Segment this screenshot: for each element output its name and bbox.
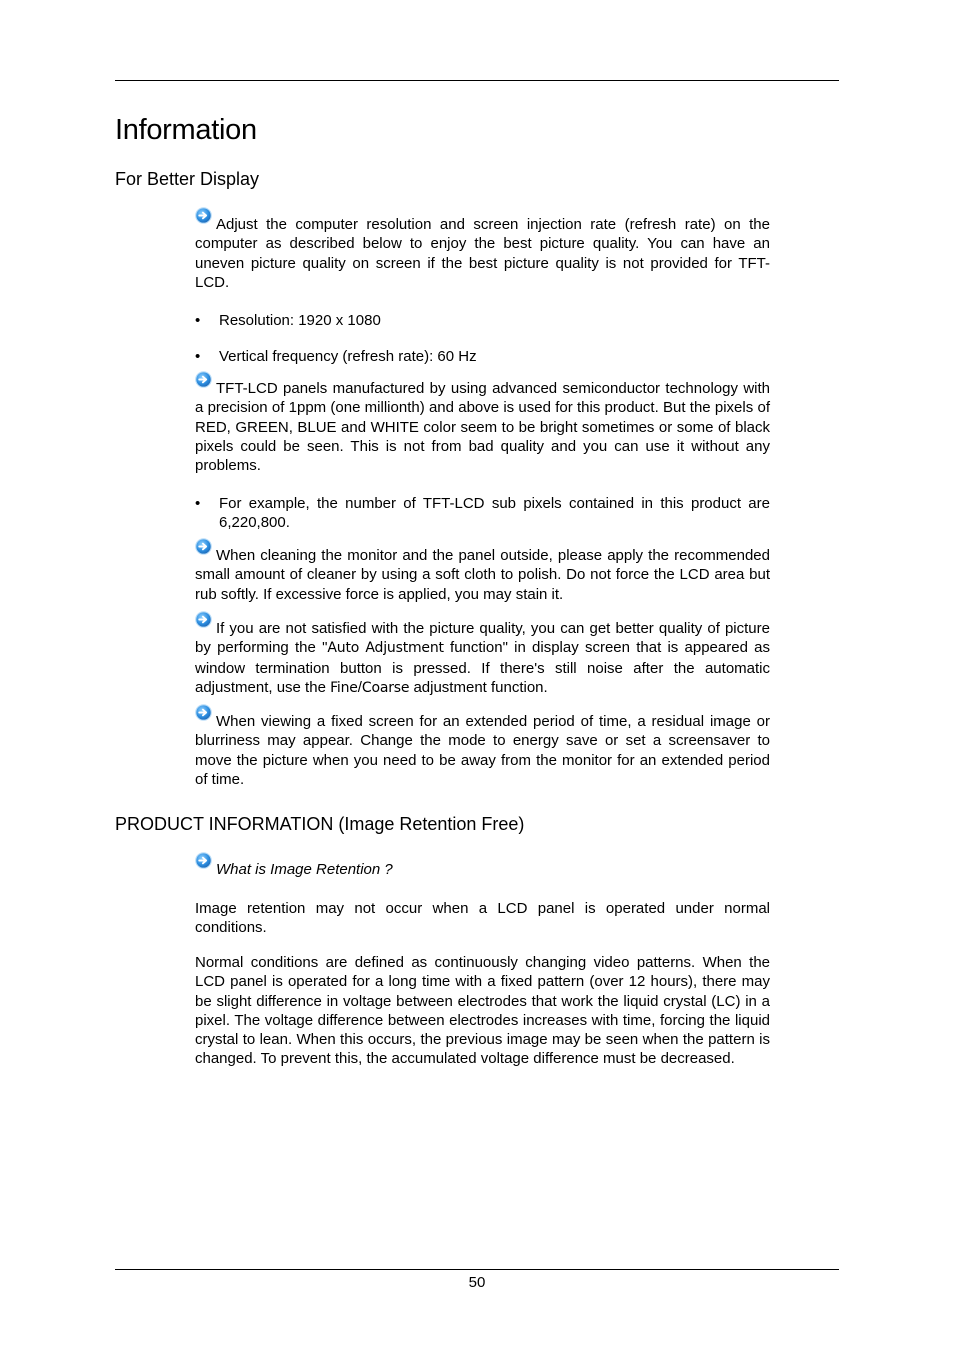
page-title: Information xyxy=(115,114,257,146)
arrow-right-circle-icon xyxy=(195,852,212,869)
header-rule xyxy=(115,80,839,81)
tip-2 xyxy=(195,377,770,475)
tip-1 xyxy=(195,213,770,292)
fine-coarse-separator: / xyxy=(357,678,362,696)
arrow-right-circle-icon xyxy=(195,611,212,628)
tip-3-text: When cleaning the monitor and the panel outside, please apply the recommended small amount of cleaner by using a soft cloth to polish. Do not force the LCD area but rub softly. If excessive force is applied, you may stain it. xyxy=(195,547,770,603)
bullet-mark: • xyxy=(195,495,201,512)
bullet-subpixels xyxy=(195,494,770,533)
tip-5 xyxy=(195,710,770,789)
arrow-right-circle-icon xyxy=(195,371,212,388)
auto-adjustment-label: Auto Adjustment xyxy=(327,640,444,657)
tip-4-text-part3: adjustment function. xyxy=(409,678,548,696)
image-retention-para-2 xyxy=(195,953,770,1069)
coarse-label: Coarse xyxy=(361,679,410,696)
tip-5-text: When viewing a fixed screen for an extended period of time, a residual image or blurriness may appear. Change the mode to energy save or set a screensaver to move the picture when you need to be away from the monitor for an extended period of time. xyxy=(195,713,770,788)
section-heading-product-information: PRODUCT INFORMATION (Image Retention Free) xyxy=(115,814,525,834)
bullet-text: Vertical frequency (refresh rate): 60 Hz xyxy=(219,348,477,365)
tip-2-text: TFT-LCD panels manufactured by using advanced semiconductor technology with a precision of 1ppm (one millionth) and above is used for this product. But the pixels of RED, GREEN, BLUE and WHITE color seem to be bright sometimes or some of black pixels could be seen. This is not from bad quality and you can use it without any problems. xyxy=(195,380,770,475)
arrow-right-circle-icon xyxy=(195,538,212,555)
bullet-resolution xyxy=(195,311,770,330)
arrow-right-circle-icon xyxy=(195,704,212,721)
tip-4 xyxy=(195,617,770,698)
tip-3 xyxy=(195,544,770,604)
section-heading-better-display: For Better Display xyxy=(115,169,260,189)
page-number: 50 xyxy=(468,1274,486,1291)
question-text: What is Image Retention ? xyxy=(216,861,393,878)
tip-1-text: Adjust the computer resolution and screen injection rate (refresh rate) on the computer as described below to enjoy the best picture quality. You can have an uneven picture quality on screen if the best picture quality is not provided for TFT-LCD. xyxy=(195,216,770,291)
bullet-text: Resolution: 1920 x 1080 xyxy=(219,312,381,329)
bullet-frequency xyxy=(195,347,770,366)
footer-rule xyxy=(115,1269,839,1270)
image-retention-para-1 xyxy=(195,899,770,938)
tip-4-text-part2: function" in display screen that is appeared as window termination button is pressed. If there's still noise after the automatic adjustment, use the xyxy=(195,639,770,696)
bullet-mark: • xyxy=(195,348,201,365)
para-1-text: Image retention may not occur when a LCD panel is operated under normal conditions. xyxy=(195,900,770,937)
fine-label: Fine xyxy=(330,679,358,696)
para-2-text: Normal conditions are defined as continuously changing video patterns. When the LCD panel is operated for a long time with a fixed pattern (over 12 hours), there may be slight difference in voltage between electrodes that work the liquid crystal (LC) in a pixel. The voltage difference between electrodes increases with time, forcing the liquid crystal to lean. When this occurs, the previous image may be seen when the pattern is changed. To prevent this, the accumulated voltage difference must be decreased. xyxy=(195,954,770,1068)
image-retention-question xyxy=(195,858,770,879)
bullet-mark: • xyxy=(195,312,201,329)
arrow-right-circle-icon xyxy=(195,207,212,224)
tip-4-text-part1: If you are not satisfied with the picture quality, you can get better quality of picture by performing the " xyxy=(195,620,770,657)
bullet-text: For example, the number of TFT-LCD sub pixels contained in this product are 6,220,800. xyxy=(219,495,770,532)
